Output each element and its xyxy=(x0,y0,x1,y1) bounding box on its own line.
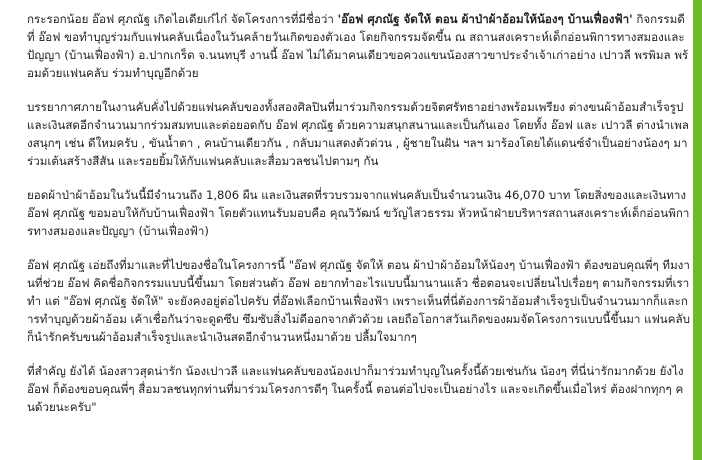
article-paragraph-3: ยอดผ้าป่าผ้าอ้อมในวันนี้มีจำนวนถึง 1,806 ผืน และเงินสดที่รวบรวมจากแฟนคลับเป็นจำนวนเงิน 46,070 บาท โดยสิ่งของและเงินทาง อ๊อฟ ศุภณัฐ ขอมอบให้กับบ้านเฟื่องฟ้า โดยตัวแทนรับมอบคือ คุณวิวัฒน์ ขวัญไสวธรรม หัวหน้าฝ่ายบริหารสถานสงเคราะห์เด็กอ่อนพิการทางสมองและปัญญา (บ้านเฟื่องฟ้า) xyxy=(27,188,690,238)
project-title: 'อ๊อฟ ศุภณัฐ จัดให้ ตอน ผ้าป่าผ้าอ้อมให้น้องๆ บ้านเฟื่องฟ้า' xyxy=(337,12,633,26)
article-paragraph-5: ที่สำคัญ ยังได้ น้องสาวสุดน่ารัก น้องเปาวลี และแฟนคลับของน้องเปาก็มาร่วมทำบุญในครั้งนี้ด้วยเช่นกัน น้องๆ ที่นี่น่ารักมากด้วย ยังไง อ๊อฟ ก็ต้องขอบคุณพี่ๆ สื่อมวลชนทุกท่านที่มาร่วมโครงการดีๆ ในครั้งนี้ ตอนต่อไปจะเป็นอย่างไร และจะเกิดขึ้นเมื่อไหร่ ต้องฝากทุกๆ คนด้วยนะครับ" xyxy=(27,364,684,414)
article-paragraph-1 xyxy=(27,10,691,82)
article-paragraph-4: อ๊อฟ ศุภณัฐ เอ่ยถึงที่มาและที่ไปของชื่อในโครงการนี้ "อ๊อฟ ศุภณัฐ จัดให้ ตอน ผ้าป่าผ้าอ้อมให้น้องๆ บ้านเฟื่องฟ้า ต้องขอบคุณพี่ๆ ทีมงานที่ช่วย อ๊อฟ คิดชื่อกิจกรรมแบบนี้ขึ้นมา โดยส่วนตัว อ๊อฟ อยากทำอะไรแบบนี้มานานแล้ว ชื่อตอนจะเปลี่ยนไปเรื่อยๆ ตามกิจกรรมที่เราทำ แต่ "อ๊อฟ ศุภณัฐ จัดให้" จะยังคงอยู่ต่อไปครับ ที่อ๊อฟเลือกบ้านเฟื่องฟ้า เพราะเห็นที่นี่ต้องการผ้าอ้อมสำเร็จรูปเป็นจำนวนมากก็และการทำบุญด้วยผ้าอ้อม เค้าเชื่อกันว่าจะดูดซึบ ซึมซับสิ่งไม่ดีออกจากตัวด้วย เลยถือโอกาสวันเกิดของผมจัดโครงการแบบนี้ขึ้นมา แฟนคลับก็นำรักครับขนผ้าอ้อมสำเร็จรูปและนำเงินสดอีกจำนวนหนึ่งมาด้วย ปลื้มใจมากๆ xyxy=(27,258,690,344)
paragraph-1-body: กิจกรรมดีที่ อ๊อฟ ขอทำบุญร่วมกับแฟนคลับเนื่องในวันคล้ายวันเกิดของตัวเอง โดยกิจกรรมจัดขึ้น ณ สถานสงเคราะห์เด็กอ่อนพิการทางสมองและปัญญา (บ้านเฟื่องฟ้า) อ.ปากเกร็ด จ.นนทบุรี งานนี้ อ๊อฟ ไม่ได้มาคนเดียวขอควงแขนน้องสาวขาประจำเจ้าเก่าอย่าง เปาวลี พรพิมล พร้อมด้วยแฟนคลับ ร่วมทำบุญอีกด้วย xyxy=(27,12,689,80)
article-body xyxy=(27,10,691,432)
accent-side-bar xyxy=(693,0,702,460)
paragraph-1-intro: กระรอกน้อย อ๊อฟ ศุภณัฐ เกิดไอเดียเก๋ไก๋ จัดโครงการที่มีชื่อว่า xyxy=(27,12,338,26)
article-paragraph-2: บรรยากาศภายในงานคับคั่งไปด้วยแฟนคลับของทั้งสองศิลปินที่มาร่วมกิจกรรมด้วยจิตศรัทธาอย่างพร้อมเพรียง ต่างขนผ้าอ้อมสำเร็จรูป และเงินสดอีกจำนวนมากร่วมสมทบและต่อยอดกับ อ๊อฟ ศุภณัฐ ด้วยความสนุกสนานและเป็นกันเอง โดยทั้ง อ๊อฟ และ เปาวลี ต่างนำเพลงสนุกๆ เช่น ดีใหมครับ , ขันน้ำตา , คนบ้านเดียวกัน , กลับมาแสดงตัวด่วน , ผู้ชายในฝัน ฯลฯ มาร้องโดยได้แดนซ์จำเป็นอย่างน้องๆ มาร่วมเต้นสร้างสีสัน และรอยยิ้มให้กับแฟนคลับและสื่อมวลชนไปตามๆ กัน xyxy=(27,100,689,168)
